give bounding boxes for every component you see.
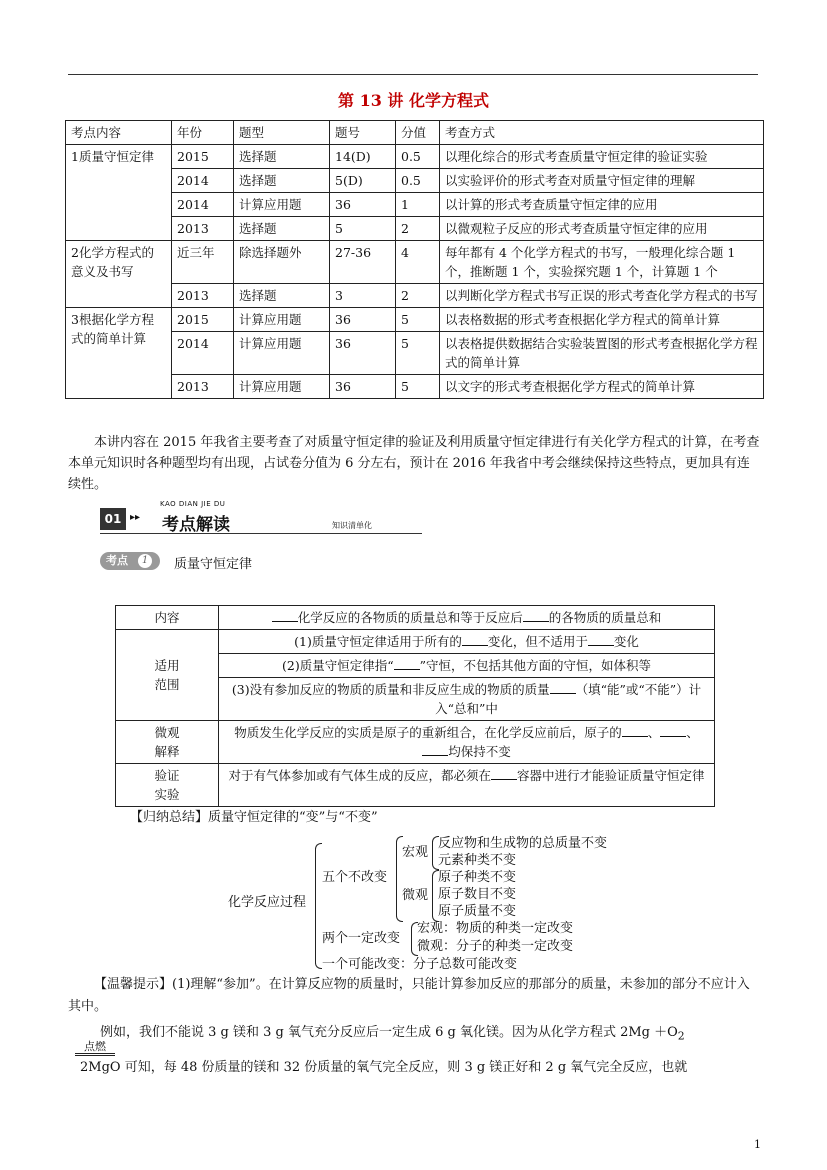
header-cell: 题号: [330, 121, 396, 145]
table-row: [66, 241, 764, 284]
kaodian-number: 1: [138, 554, 152, 568]
method-cell: 以微观粒子反应的形式考查质量守恒定律的应用: [440, 217, 764, 241]
micro-cell: 物质发生化学反应的实质是原子的重新组合，在化学反应前后，原子的 、 、均保持不变: [219, 721, 715, 764]
tree-two: 两个一定改变: [322, 931, 401, 946]
tree-item: 元素种类不变: [438, 853, 517, 868]
year-cell: 2014: [172, 169, 234, 193]
year-cell: 2014: [172, 332, 234, 375]
row-label: 适用 范围: [116, 630, 219, 721]
section-pinyin: KAO DIAN JIE DU: [160, 500, 226, 508]
score-cell: 2: [396, 284, 440, 308]
fill-blank[interactable]: [523, 609, 549, 622]
tree-macro: 宏观: [402, 845, 429, 860]
tree-five: 五个不改变: [322, 870, 388, 885]
method-cell: 以表格数据的形式考查根据化学方程式的简单计算: [440, 308, 764, 332]
score-cell: 5: [396, 332, 440, 375]
tree-one: 一个可能改变：分子总数可能改变: [322, 957, 518, 972]
score-cell: 0.5: [396, 145, 440, 169]
kaodian-badge: 考点: [100, 552, 160, 570]
type-cell: 选择题: [234, 169, 330, 193]
number-cell: 36: [330, 375, 396, 399]
tree-micro: 微观: [402, 888, 429, 903]
fill-blank[interactable]: [622, 724, 648, 737]
scope-cell: (1)质量守恒定律适用于所有的 变化，但不适用于 变化: [219, 630, 715, 654]
section-subtitle: 知识清单化: [332, 521, 372, 530]
kaodian-label: 质量守恒定律: [174, 557, 253, 572]
score-cell: 5: [396, 375, 440, 399]
row-label: 微观 解释: [116, 721, 219, 764]
year-cell: 2013: [172, 217, 234, 241]
table-row: [66, 145, 764, 169]
table-row: [116, 721, 715, 764]
number-cell: 3: [330, 284, 396, 308]
method-cell: 每年都有 4 个化学方程式的书写，一般理化综合题 1 个，推断题 1 个，实验探究题 1 个，计算题 1 个: [440, 241, 764, 284]
banner-rule: [100, 533, 422, 534]
number-cell: 5(D): [330, 169, 396, 193]
summary-heading: 【归纳总结】质量守恒定律的“变”与“不变”: [130, 810, 378, 825]
verify-cell: 对于有气体参加或有气体生成的反应，都必须在 容器中进行才能验证质量守恒定律: [219, 764, 715, 807]
section-banner: [100, 500, 420, 536]
content-cell: 化学反应的各物质的质量总和等于反应后 的各物质的质量总和: [219, 606, 715, 630]
intro-paragraph: 本讲内容在 2015 年我省主要考查了对质量守恒定律的验证及利用质量守恒定律进行有关化学方程式的计算，在考查本单元知识时各种题型均有出现，占试卷分值为 6 分左右，预计在 2016 年我省中考会继续保持这些特点，更加具有连续性。: [68, 435, 760, 492]
method-cell: 以实验评价的形式考查对质量守恒定律的理解: [440, 169, 764, 193]
page-number: 1: [754, 1138, 761, 1151]
year-cell: 2013: [172, 284, 234, 308]
score-cell: 4: [396, 241, 440, 284]
method-cell: 以文字的形式考查根据化学方程式的简单计算: [440, 375, 764, 399]
fill-blank[interactable]: [491, 767, 517, 780]
topic-cell: 2化学方程式的意义及书写: [66, 241, 172, 308]
scope-cell: (3)没有参加反应的物质的质量和非反应生成的物质的质量 （填“能”或“不能”）计入“总和”中: [219, 678, 715, 721]
type-cell: 选择题: [234, 217, 330, 241]
brace-icon: [315, 843, 322, 969]
table-row: [116, 606, 715, 630]
year-cell: 2015: [172, 145, 234, 169]
fill-blank[interactable]: [422, 743, 448, 756]
double-arrow-icon: ▸▸: [130, 512, 141, 523]
tree-root: 化学反应过程: [228, 895, 307, 910]
tree-item: 原子种类不变: [438, 870, 517, 885]
header-cell: 考查方式: [440, 121, 764, 145]
number-cell: 14(D): [330, 145, 396, 169]
number-cell: 36: [330, 193, 396, 217]
method-cell: 以表格提供数据结合实验装置图的形式考查根据化学方程式的简单计算: [440, 332, 764, 375]
year-cell: 2015: [172, 308, 234, 332]
header-rule: [68, 74, 758, 75]
type-cell: 选择题: [234, 284, 330, 308]
reaction-condition: 点燃: [75, 1041, 115, 1056]
example-line-1: 例如，我们不能说 3 g 镁和 3 g 氧气充分反应后一定生成 6 g 氧化镁。因为从化学方程式 $2Mg +O_2$: [100, 1025, 685, 1043]
method-cell: 以计算的形式考查质量守恒定律的应用: [440, 193, 764, 217]
header-cell: 分值: [396, 121, 440, 145]
section-number: 01: [100, 508, 126, 530]
score-cell: 1: [396, 193, 440, 217]
tree-item: 宏观：物质的种类一定改变: [417, 921, 574, 936]
type-cell: 计算应用题: [234, 193, 330, 217]
example-line-2: 2MgO 可知，每 48 份质量的镁和 32 份质量的氧气完全反应，则 3 g 镁正好和 2 g 氧气完全反应，也就: [80, 1060, 688, 1075]
table-header-row: [66, 121, 764, 145]
scope-cell: (2)质量守恒定律指“ ”守恒，不包括其他方面的守恒，如体积等: [219, 654, 715, 678]
number-cell: 36: [330, 308, 396, 332]
header-cell: 年份: [172, 121, 234, 145]
header-cell: 考点内容: [66, 121, 172, 145]
type-cell: 计算应用题: [234, 332, 330, 375]
fill-blank[interactable]: [660, 724, 686, 737]
table-row: [116, 764, 715, 807]
number-cell: 27-36: [330, 241, 396, 284]
score-cell: 2: [396, 217, 440, 241]
year-cell: 2014: [172, 193, 234, 217]
year-cell: 近三年: [172, 241, 234, 284]
year-cell: 2013: [172, 375, 234, 399]
table-row: [66, 308, 764, 332]
table-row: [116, 630, 715, 654]
number-cell: 5: [330, 217, 396, 241]
tree-item: 反应物和生成物的总质量不变: [438, 836, 608, 851]
exam-table: [65, 120, 764, 399]
type-cell: 选择题: [234, 145, 330, 169]
tree-item: 微观：分子的种类一定改变: [417, 939, 574, 954]
method-cell: 以理化综合的形式考查质量守恒定律的验证实验: [440, 145, 764, 169]
type-cell: 除选择题外: [234, 241, 330, 284]
fill-blank[interactable]: [462, 633, 488, 646]
score-cell: 0.5: [396, 169, 440, 193]
score-cell: 5: [396, 308, 440, 332]
tree-item: 原子数目不变: [438, 887, 517, 902]
type-cell: 计算应用题: [234, 375, 330, 399]
number-cell: 36: [330, 332, 396, 375]
tree-item: 原子质量不变: [438, 904, 517, 919]
method-cell: 以判断化学方程式书写正误的形式考查化学方程式的书写: [440, 284, 764, 308]
fill-blank[interactable]: [394, 657, 420, 670]
type-cell: 计算应用题: [234, 308, 330, 332]
fill-blank[interactable]: [588, 633, 614, 646]
topic-cell: 3根据化学方程式的简单计算: [66, 308, 172, 399]
tip-paragraph: 【温馨提示】(1)理解“参加”。在计算反应物的质量时，只能计算参加反应的那部分的质量，未参加的部分不应计入其中。: [68, 977, 750, 1014]
conservation-table: [115, 605, 715, 807]
section-title: 考点解读: [162, 515, 230, 535]
fill-blank[interactable]: [272, 609, 298, 622]
fill-blank[interactable]: [550, 681, 576, 694]
lesson-title: 第 13 讲 化学方程式: [338, 91, 489, 110]
header-cell: 题型: [234, 121, 330, 145]
row-label: 内容: [116, 606, 219, 630]
topic-cell: 1质量守恒定律: [66, 145, 172, 241]
row-label: 验证 实验: [116, 764, 219, 807]
